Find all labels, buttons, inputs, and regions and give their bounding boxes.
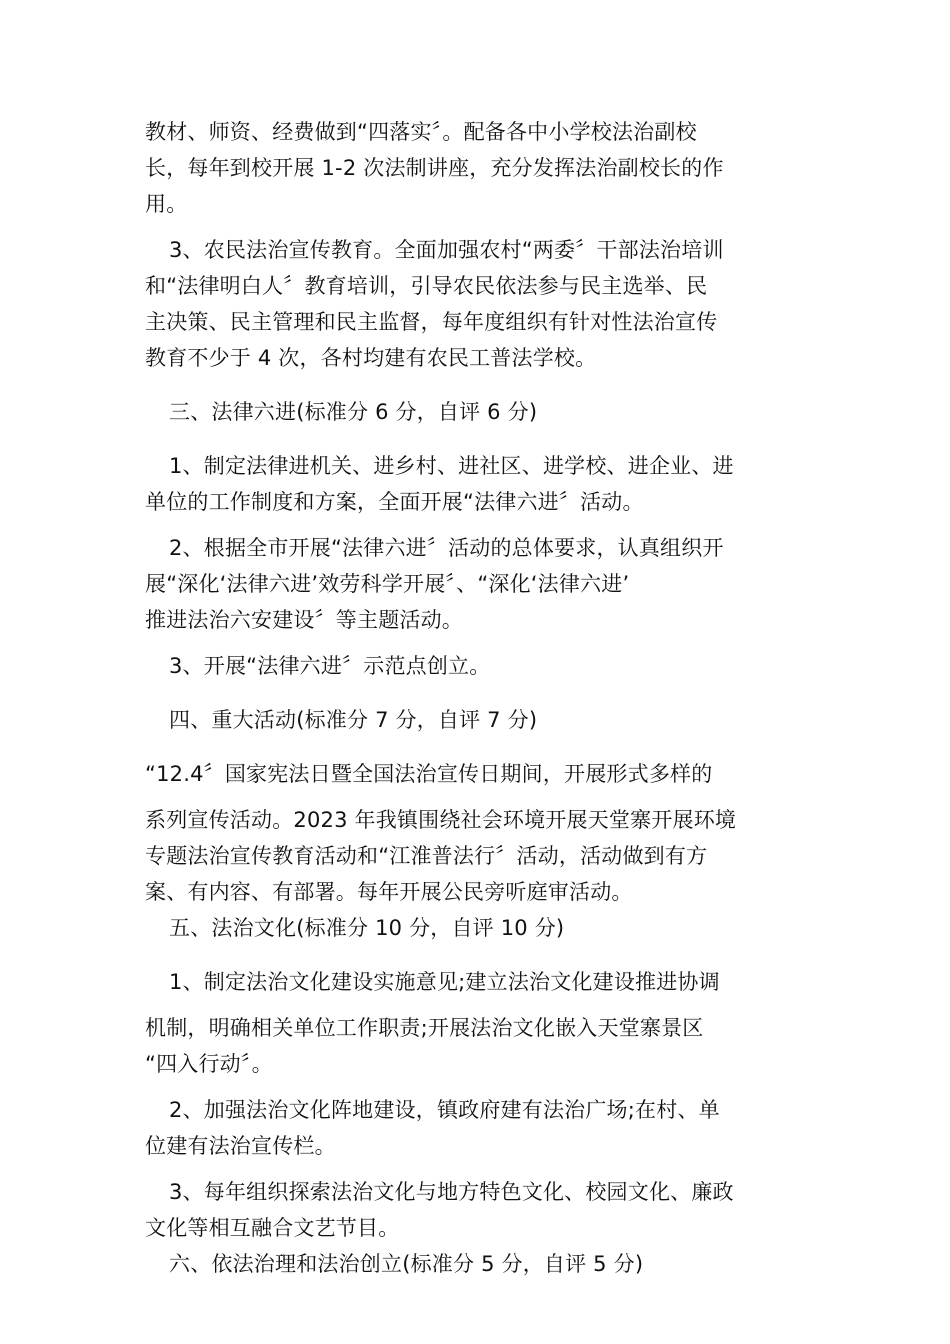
paragraph-line: 教育不少于 4 次，各村均建有农民工普法学校。 — [145, 346, 597, 370]
paragraph-line: 单位的工作制度和方案，全面开展“法律六进〞活动。 — [145, 490, 644, 514]
paragraph-line: 主决策、民主管理和民主监督，每年度组织有针对性法治宣传 — [145, 310, 718, 334]
paragraph-line: 1、制定法治文化建设实施意见;建立法治文化建设推进协调 — [169, 970, 720, 994]
paragraph-line: 1、制定法律进机关、进乡村、进社区、进学校、进企业、进 — [169, 454, 734, 478]
paragraph-line: 3、每年组织探索法治文化与地方特色文化、校园文化、廉政 — [169, 1180, 734, 1204]
paragraph-line: 系列宣传活动。2023 年我镇围绕社会环境开展天堂寨开展环境 — [145, 808, 737, 832]
paragraph-line: 文化等相互融合文艺节目。 — [145, 1216, 400, 1240]
paragraph-line: 3、农民法治宣传教育。全面加强农村“两委〞干部法治培训 — [169, 238, 724, 262]
paragraph-line: 2、加强法治文化阵地建设，镇政府建有法治广场;在村、单 — [169, 1098, 720, 1122]
paragraph-line: 展“深化‘法律六进’效劳科学开展〞、“深化‘法律六进’ — [145, 572, 630, 596]
paragraph-line: 3、开展“法律六进〞示范点创立。 — [169, 654, 491, 678]
paragraph-line: “12.4〞国家宪法日暨全国法治宣传日期间，开展形式多样的 — [145, 762, 713, 786]
paragraph-line: “四入行动〞。 — [145, 1052, 273, 1076]
paragraph-line: 位建有法治宣传栏。 — [145, 1134, 336, 1158]
section-heading: 四、重大活动(标准分 7 分，自评 7 分) — [169, 708, 538, 732]
paragraph-line: 用。 — [145, 192, 188, 216]
paragraph-line: 推进法治六安建设〞等主题活动。 — [145, 608, 463, 632]
section-heading: 五、法治文化(标准分 10 分，自评 10 分) — [169, 916, 565, 940]
paragraph-line: 机制，明确相关单位工作职责;开展法治文化嵌入天堂寨景区 — [145, 1016, 704, 1040]
document-body — [145, 114, 805, 1282]
paragraph-line: 和“法律明白人〞教育培训，引导农民依法参与民主选举、民 — [145, 274, 708, 298]
paragraph-line: 教材、师资、经费做到“四落实〞。配备各中小学校法治副校 — [145, 120, 697, 144]
paragraph-line: 长，每年到校开展 1-2 次法制讲座，充分发挥法治副校长的作 — [145, 156, 724, 180]
section-heading: 六、依法治理和法治创立(标准分 5 分，自评 5 分) — [169, 1252, 644, 1276]
paragraph-line: 案、有内容、有部署。每年开展公民旁听庭审活动。 — [145, 880, 633, 904]
paragraph-line: 专题法治宣传教育活动和“江淮普法行〞活动，活动做到有方 — [145, 844, 708, 868]
paragraph-line: 2、根据全市开展“法律六进〞活动的总体要求，认真组织开 — [169, 536, 724, 560]
section-heading: 三、法律六进(标准分 6 分，自评 6 分) — [169, 400, 538, 424]
